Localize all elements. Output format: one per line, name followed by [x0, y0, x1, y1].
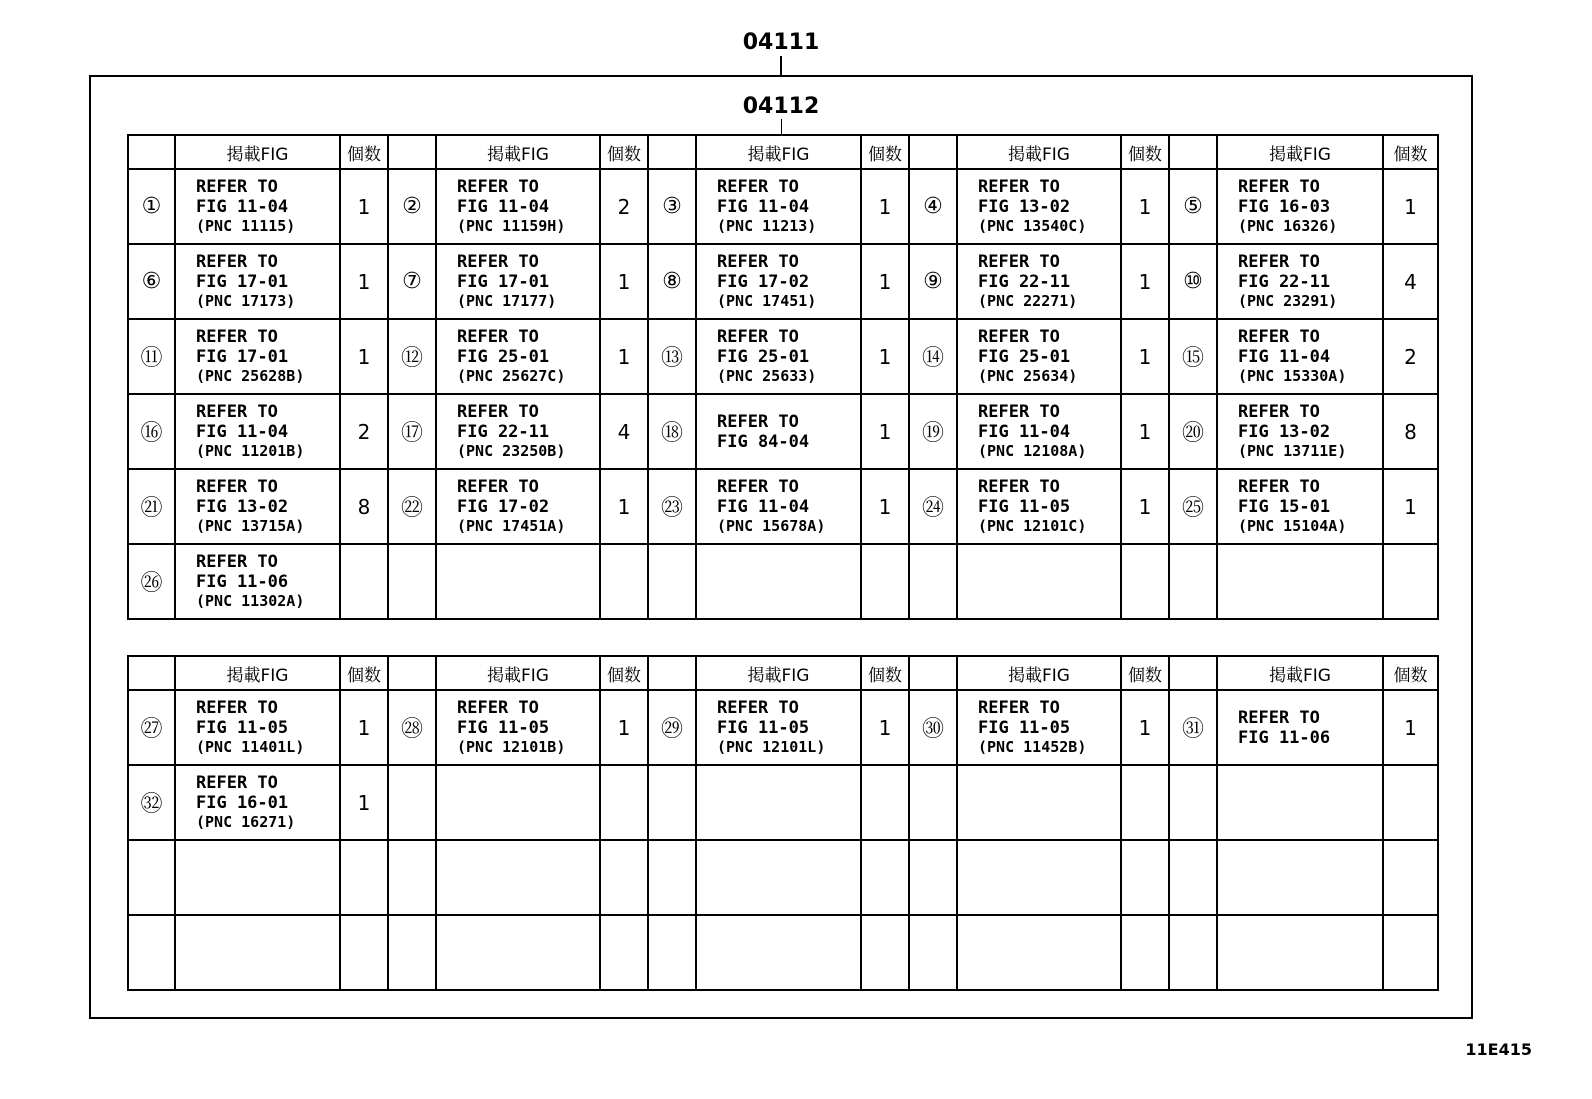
fig-number: FIG 16-03 — [1238, 197, 1331, 217]
quantity — [861, 765, 909, 840]
fig-reference — [436, 765, 600, 840]
fig-number: FIG 17-01 — [457, 272, 550, 292]
refer-to-text: REFER TO — [457, 698, 539, 718]
pnc-code: (PNC 12101C) — [978, 517, 1087, 535]
quantity — [600, 840, 648, 915]
quantity: 1 — [1383, 169, 1438, 244]
pnc-code: (PNC 16326) — [1238, 217, 1338, 235]
fig-reference — [175, 840, 340, 915]
table-row — [128, 394, 1438, 469]
pnc-code: (PNC 16271) — [196, 813, 296, 831]
fig-number: FIG 17-01 — [196, 347, 289, 367]
header-fig: 掲載FIG — [436, 656, 600, 690]
header-num-cell — [1169, 656, 1217, 690]
quantity — [861, 840, 909, 915]
pnc-code: (PNC 17173) — [196, 292, 296, 310]
fig-number: FIG 22-11 — [978, 272, 1071, 292]
refer-to-text: REFER TO — [196, 773, 278, 793]
quantity: 2 — [600, 169, 648, 244]
fig-number: FIG 11-05 — [717, 718, 810, 738]
quantity — [861, 544, 909, 619]
quantity: 1 — [1383, 469, 1438, 544]
header-num-cell — [909, 135, 957, 169]
item-number — [1169, 544, 1217, 619]
header-qty: 個数 — [340, 135, 388, 169]
quantity: 8 — [1383, 394, 1438, 469]
fig-reference — [696, 394, 861, 469]
quantity: 8 — [340, 469, 388, 544]
item-number: ㉔ — [909, 469, 957, 544]
refer-to-text: REFER TO — [196, 698, 278, 718]
item-number — [1169, 840, 1217, 915]
item-number — [128, 915, 175, 990]
item-number — [648, 544, 696, 619]
item-number: ⑱ — [648, 394, 696, 469]
fig-number: FIG 17-02 — [717, 272, 810, 292]
quantity — [1121, 544, 1169, 619]
quantity — [600, 544, 648, 619]
pnc-code: (PNC 11452B) — [978, 738, 1087, 756]
assembly-label-inner: 04112 — [742, 94, 820, 119]
item-number: ㉓ — [648, 469, 696, 544]
table-row — [128, 915, 1438, 990]
fig-reference — [957, 544, 1121, 619]
fig-reference — [436, 469, 600, 544]
fig-number: FIG 13-02 — [196, 497, 289, 517]
quantity: 1 — [340, 765, 388, 840]
fig-reference — [957, 394, 1121, 469]
fig-number: FIG 11-05 — [978, 497, 1071, 517]
refer-to-text: REFER TO — [1238, 177, 1320, 197]
table-row — [128, 169, 1438, 244]
header-qty: 個数 — [1383, 135, 1438, 169]
header-qty: 個数 — [340, 656, 388, 690]
pnc-code: (PNC 13715A) — [196, 517, 305, 535]
fig-reference — [175, 244, 340, 319]
fig-reference — [436, 690, 600, 765]
fig-number: FIG 22-11 — [1238, 272, 1331, 292]
pnc-code: (PNC 25634) — [978, 367, 1078, 385]
fig-number: FIG 11-04 — [196, 197, 289, 217]
item-number: ⑭ — [909, 319, 957, 394]
fig-number: FIG 11-04 — [717, 197, 810, 217]
header-num-cell — [648, 135, 696, 169]
header-fig: 掲載FIG — [175, 656, 340, 690]
item-number: ⑨ — [909, 244, 957, 319]
refer-to-text: REFER TO — [1238, 707, 1320, 728]
fig-reference — [696, 169, 861, 244]
quantity: 1 — [340, 319, 388, 394]
fig-number: FIG 17-02 — [457, 497, 550, 517]
item-number — [388, 544, 436, 619]
fig-reference — [175, 915, 340, 990]
quantity: 1 — [861, 690, 909, 765]
pnc-code: (PNC 25633) — [717, 367, 817, 385]
fig-reference — [957, 915, 1121, 990]
quantity: 1 — [1121, 469, 1169, 544]
header-qty: 個数 — [1383, 656, 1438, 690]
quantity: 1 — [861, 244, 909, 319]
pnc-code: (PNC 11115) — [196, 217, 296, 235]
refer-to-text: REFER TO — [717, 698, 799, 718]
pnc-code: (PNC 12101L) — [717, 738, 826, 756]
table-header-row — [128, 135, 1438, 169]
fig-number: FIG 16-01 — [196, 793, 289, 813]
quantity — [1383, 840, 1438, 915]
item-number — [388, 765, 436, 840]
fig-number: FIG 11-06 — [196, 572, 289, 592]
fig-reference — [957, 469, 1121, 544]
fig-reference — [436, 319, 600, 394]
fig-number: FIG 13-02 — [1238, 422, 1331, 442]
item-number — [388, 915, 436, 990]
pnc-code: (PNC 11201B) — [196, 442, 305, 460]
table-header-row — [128, 656, 1438, 690]
fig-reference — [696, 690, 861, 765]
item-number — [128, 840, 175, 915]
quantity: 4 — [600, 394, 648, 469]
quantity: 1 — [600, 244, 648, 319]
fig-reference — [1217, 765, 1383, 840]
item-number: ㉛ — [1169, 690, 1217, 765]
header-qty: 個数 — [1121, 135, 1169, 169]
fig-number: FIG 15-01 — [1238, 497, 1331, 517]
fig-number: FIG 11-04 — [196, 422, 289, 442]
quantity — [1383, 915, 1438, 990]
refer-to-text: REFER TO — [196, 252, 278, 272]
header-qty: 個数 — [600, 656, 648, 690]
item-number: ⑪ — [128, 319, 175, 394]
quantity: 2 — [340, 394, 388, 469]
item-number: ⑮ — [1169, 319, 1217, 394]
leader-line-inner — [781, 119, 782, 135]
pnc-code: (PNC 13711E) — [1238, 442, 1347, 460]
fig-reference — [1217, 469, 1383, 544]
fig-number: FIG 11-05 — [196, 718, 289, 738]
header-num-cell — [388, 656, 436, 690]
quantity: 2 — [1383, 319, 1438, 394]
fig-number: FIG 11-04 — [717, 497, 810, 517]
item-number: ㉖ — [128, 544, 175, 619]
item-number — [1169, 915, 1217, 990]
header-num-cell — [1169, 135, 1217, 169]
refer-to-text: REFER TO — [196, 177, 278, 197]
pnc-code: (PNC 13540C) — [978, 217, 1087, 235]
fig-reference — [957, 840, 1121, 915]
item-number — [648, 840, 696, 915]
item-number: ⑧ — [648, 244, 696, 319]
fig-reference — [175, 690, 340, 765]
fig-reference — [436, 244, 600, 319]
fig-reference — [1217, 544, 1383, 619]
fig-reference — [1217, 169, 1383, 244]
fig-reference — [957, 169, 1121, 244]
quantity: 1 — [861, 319, 909, 394]
fig-reference — [175, 319, 340, 394]
item-number: ③ — [648, 169, 696, 244]
quantity: 1 — [1383, 690, 1438, 765]
quantity: 1 — [861, 169, 909, 244]
pnc-code: (PNC 12101B) — [457, 738, 566, 756]
fig-reference — [957, 244, 1121, 319]
quantity — [600, 915, 648, 990]
pnc-code: (PNC 11401L) — [196, 738, 305, 756]
fig-reference — [696, 319, 861, 394]
quantity: 1 — [340, 690, 388, 765]
fig-reference — [175, 394, 340, 469]
fig-reference — [436, 544, 600, 619]
item-number: ⑲ — [909, 394, 957, 469]
refer-to-text: REFER TO — [978, 698, 1060, 718]
quantity — [1121, 765, 1169, 840]
fig-reference — [436, 915, 600, 990]
pnc-code: (PNC 25628B) — [196, 367, 305, 385]
item-number: ㉕ — [1169, 469, 1217, 544]
item-number: ⑤ — [1169, 169, 1217, 244]
item-number — [909, 765, 957, 840]
refer-to-text: REFER TO — [978, 177, 1060, 197]
fig-reference — [957, 765, 1121, 840]
pnc-code: (PNC 15104A) — [1238, 517, 1347, 535]
item-number — [1169, 765, 1217, 840]
refer-to-text: REFER TO — [1238, 327, 1320, 347]
fig-number: FIG 11-04 — [978, 422, 1071, 442]
refer-to-text: REFER TO — [978, 327, 1060, 347]
quantity: 1 — [1121, 394, 1169, 469]
item-number: ⑰ — [388, 394, 436, 469]
header-fig: 掲載FIG — [957, 135, 1121, 169]
quantity: 1 — [1121, 244, 1169, 319]
fig-reference — [436, 840, 600, 915]
refer-to-text: REFER TO — [978, 252, 1060, 272]
quantity: 1 — [600, 690, 648, 765]
fig-number: FIG 17-01 — [196, 272, 289, 292]
parts-table-1 — [127, 134, 1439, 620]
refer-to-text: REFER TO — [1238, 402, 1320, 422]
quantity: 1 — [600, 469, 648, 544]
header-qty: 個数 — [861, 656, 909, 690]
quantity: 1 — [600, 319, 648, 394]
leader-line-outer — [780, 56, 782, 75]
fig-reference — [696, 765, 861, 840]
item-number: ㉒ — [388, 469, 436, 544]
pnc-code: (PNC 22271) — [978, 292, 1078, 310]
fig-reference — [175, 765, 340, 840]
refer-to-text: REFER TO — [1238, 477, 1320, 497]
refer-to-text: REFER TO — [196, 477, 278, 497]
fig-reference — [696, 915, 861, 990]
pnc-code: (PNC 17451) — [717, 292, 817, 310]
fig-number: FIG 25-01 — [978, 347, 1071, 367]
item-number: ④ — [909, 169, 957, 244]
fig-reference — [957, 319, 1121, 394]
item-number: ㉑ — [128, 469, 175, 544]
header-fig: 掲載FIG — [696, 135, 861, 169]
quantity: 4 — [1383, 244, 1438, 319]
item-number: ⑯ — [128, 394, 175, 469]
header-fig: 掲載FIG — [436, 135, 600, 169]
item-number: ① — [128, 169, 175, 244]
fig-reference — [175, 544, 340, 619]
quantity — [1383, 544, 1438, 619]
refer-to-text: REFER TO — [717, 252, 799, 272]
refer-to-text: REFER TO — [717, 411, 799, 432]
item-number: ㉘ — [388, 690, 436, 765]
fig-reference — [1217, 394, 1383, 469]
table-row — [128, 469, 1438, 544]
quantity: 1 — [861, 394, 909, 469]
fig-reference — [1217, 690, 1383, 765]
fig-reference — [696, 840, 861, 915]
quantity: 1 — [1121, 690, 1169, 765]
refer-to-text: REFER TO — [457, 177, 539, 197]
item-number: ㉗ — [128, 690, 175, 765]
item-number — [909, 840, 957, 915]
pnc-code: (PNC 17177) — [457, 292, 557, 310]
item-number — [909, 544, 957, 619]
header-qty: 個数 — [600, 135, 648, 169]
table-row — [128, 690, 1438, 765]
table-row — [128, 319, 1438, 394]
pnc-code: (PNC 23250B) — [457, 442, 566, 460]
quantity — [600, 765, 648, 840]
header-fig: 掲載FIG — [696, 656, 861, 690]
fig-number: FIG 25-01 — [717, 347, 810, 367]
header-num-cell — [128, 656, 175, 690]
quantity — [340, 840, 388, 915]
fig-reference — [1217, 319, 1383, 394]
quantity: 1 — [861, 469, 909, 544]
fig-reference — [1217, 840, 1383, 915]
quantity: 1 — [340, 169, 388, 244]
drawing-code: 11E415 — [1465, 1040, 1532, 1059]
refer-to-text: REFER TO — [196, 327, 278, 347]
quantity — [861, 915, 909, 990]
quantity — [340, 544, 388, 619]
refer-to-text: REFER TO — [457, 477, 539, 497]
fig-number: FIG 11-04 — [457, 197, 550, 217]
fig-reference — [436, 394, 600, 469]
fig-number: FIG 13-02 — [978, 197, 1071, 217]
fig-reference — [436, 169, 600, 244]
fig-number: FIG 25-01 — [457, 347, 550, 367]
fig-reference — [175, 169, 340, 244]
item-number: ⑬ — [648, 319, 696, 394]
table-row — [128, 765, 1438, 840]
quantity: 1 — [340, 244, 388, 319]
header-num-cell — [909, 656, 957, 690]
quantity — [1383, 765, 1438, 840]
fig-reference — [1217, 915, 1383, 990]
table-row — [128, 840, 1438, 915]
item-number: ㉚ — [909, 690, 957, 765]
refer-to-text: REFER TO — [457, 252, 539, 272]
header-fig: 掲載FIG — [957, 656, 1121, 690]
fig-reference — [696, 544, 861, 619]
refer-to-text: REFER TO — [1238, 252, 1320, 272]
refer-to-text: REFER TO — [196, 402, 278, 422]
refer-to-text: REFER TO — [978, 402, 1060, 422]
header-num-cell — [648, 656, 696, 690]
header-fig: 掲載FIG — [1217, 135, 1383, 169]
pnc-code: (PNC 11302A) — [196, 592, 305, 610]
assembly-label-outer: 04111 — [742, 30, 820, 55]
refer-to-text: REFER TO — [196, 552, 278, 572]
item-number: ⑫ — [388, 319, 436, 394]
pnc-code: (PNC 11159H) — [457, 217, 566, 235]
item-number — [648, 765, 696, 840]
pnc-code: (PNC 12108A) — [978, 442, 1087, 460]
table-row — [128, 544, 1438, 619]
fig-number: FIG 11-05 — [457, 718, 550, 738]
item-number: ㉙ — [648, 690, 696, 765]
header-qty: 個数 — [1121, 656, 1169, 690]
quantity — [340, 915, 388, 990]
item-number — [909, 915, 957, 990]
header-num-cell — [388, 135, 436, 169]
item-number: ⑥ — [128, 244, 175, 319]
fig-number: FIG 11-06 — [1238, 727, 1331, 748]
item-number: ⑩ — [1169, 244, 1217, 319]
header-num-cell — [128, 135, 175, 169]
item-number — [648, 915, 696, 990]
quantity — [1121, 840, 1169, 915]
refer-to-text: REFER TO — [717, 327, 799, 347]
pnc-code: (PNC 17451A) — [457, 517, 566, 535]
fig-reference — [696, 469, 861, 544]
pnc-code: (PNC 23291) — [1238, 292, 1338, 310]
fig-reference — [696, 244, 861, 319]
refer-to-text: REFER TO — [457, 327, 539, 347]
fig-reference — [175, 469, 340, 544]
fig-reference — [957, 690, 1121, 765]
pnc-code: (PNC 15678A) — [717, 517, 826, 535]
item-number: ⑦ — [388, 244, 436, 319]
quantity: 1 — [1121, 319, 1169, 394]
fig-number: FIG 11-05 — [978, 718, 1071, 738]
pnc-code: (PNC 11213) — [717, 217, 817, 235]
item-number: ② — [388, 169, 436, 244]
header-qty: 個数 — [861, 135, 909, 169]
item-number — [388, 840, 436, 915]
header-fig: 掲載FIG — [1217, 656, 1383, 690]
quantity — [1121, 915, 1169, 990]
pnc-code: (PNC 15330A) — [1238, 367, 1347, 385]
refer-to-text: REFER TO — [978, 477, 1060, 497]
refer-to-text: REFER TO — [717, 177, 799, 197]
quantity: 1 — [1121, 169, 1169, 244]
parts-table-2 — [127, 655, 1439, 991]
header-fig: 掲載FIG — [175, 135, 340, 169]
fig-number: FIG 22-11 — [457, 422, 550, 442]
fig-number: FIG 11-04 — [1238, 347, 1331, 367]
fig-reference — [1217, 244, 1383, 319]
item-number: ㉜ — [128, 765, 175, 840]
item-number: ⑳ — [1169, 394, 1217, 469]
pnc-code: (PNC 25627C) — [457, 367, 566, 385]
refer-to-text: REFER TO — [717, 477, 799, 497]
fig-number: FIG 84-04 — [717, 431, 810, 452]
refer-to-text: REFER TO — [457, 402, 539, 422]
table-row — [128, 244, 1438, 319]
